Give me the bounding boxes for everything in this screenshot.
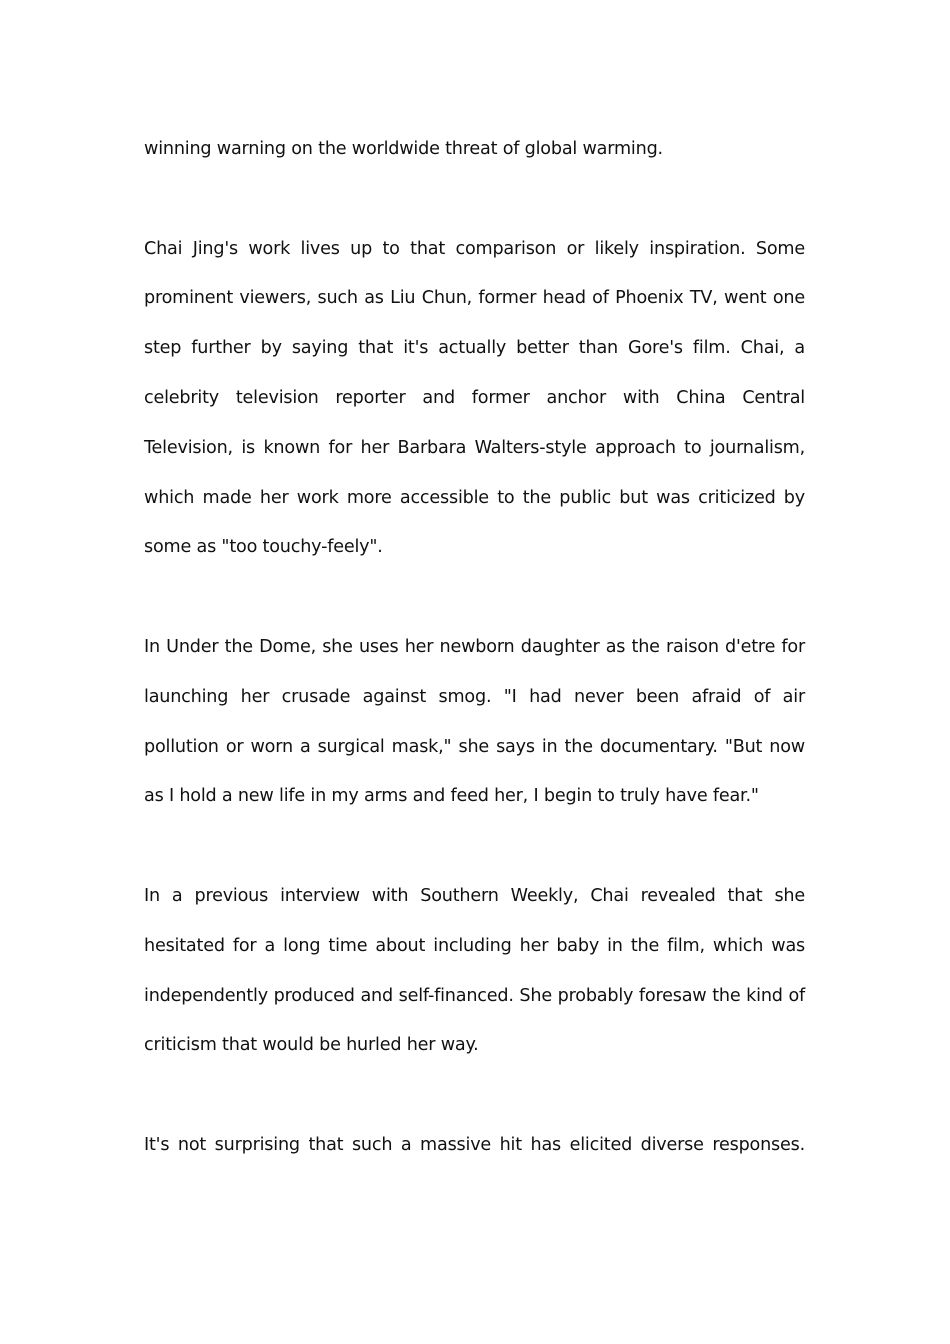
paragraph: In Under the Dome, she uses her newborn daughter as the raison d'etre for launching her crusade against smog. "I had never been afraid of air pollution or worn a surgical mask," she says in the documentary. "But now as I hold a new life in my arms and feed her, I begin to truly have fear." (144, 636, 805, 807)
body-text (144, 125, 805, 1221)
paragraph: winning warning on the worldwide threat of global warming. (144, 139, 663, 159)
paragraph: In a previous interview with Southern Weekly, Chai revealed that she hesitated for a long time about including her baby in the film, which was independently produced and self-financed. She probably foresaw the kind of criticism that would be hurled her way. (144, 885, 805, 1056)
paragraph: Chai Jing's work lives up to that comparison or likely inspiration. Some prominent viewers, such as Liu Chun, former head of Phoenix TV, went one step further by saying that it's actually better than Gore's film. Chai, a celebrity television reporter and former anchor with China Central Television, is known for her Barbara Walters-style approach to journalism, which made her work more accessible to the public but was criticized by some as "too touchy-feely". (144, 238, 805, 558)
paragraph: It's not surprising that such a massive hit has elicited diverse responses. (144, 1134, 805, 1155)
